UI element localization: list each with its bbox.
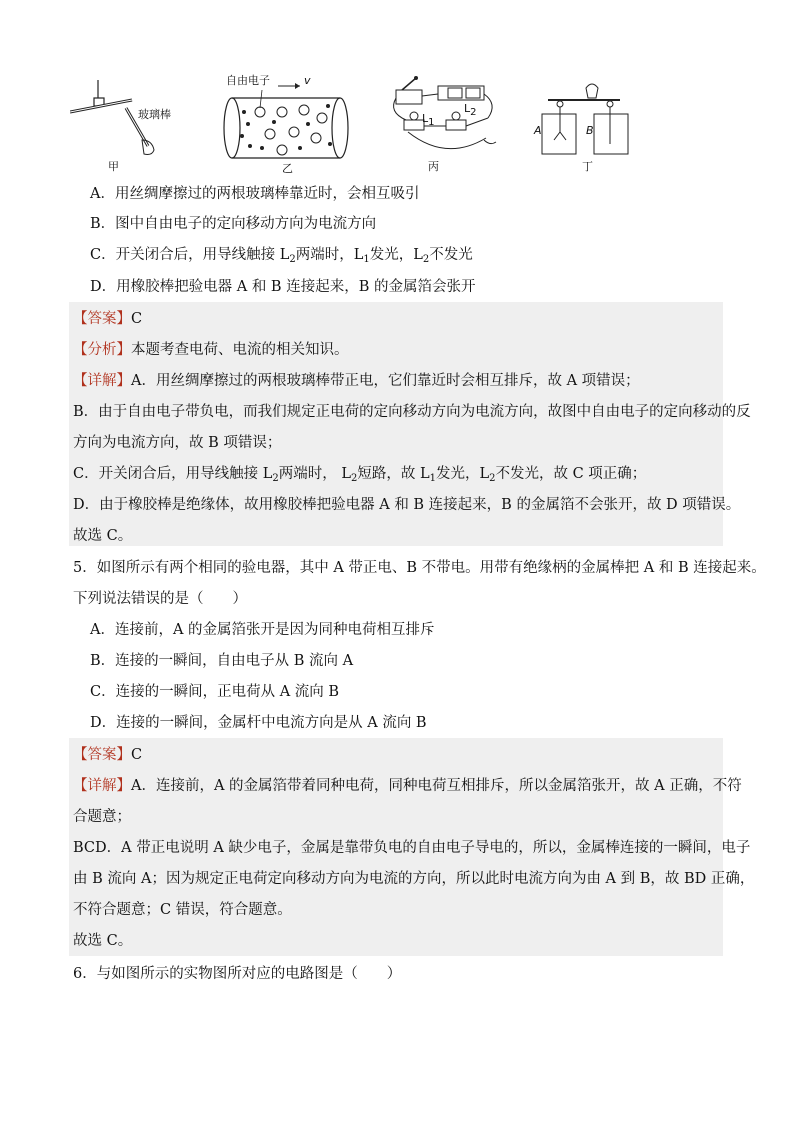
figure-yi <box>222 72 352 180</box>
q5-detail-line3: BCD．A 带正电说明 A 缺少电子，金属是靠带负电的自由电子导电的，所以，金属棒连接的一瞬间，电子 <box>73 840 751 856</box>
q5-detail-line1: 【详解】A．连接前，A 的金属箔带着同种电荷，同种电荷互相排斥，所以金属箔张开，故 A 正确，不符 <box>73 778 742 794</box>
figure-jia <box>70 78 180 178</box>
q4-detail-d: D．由于橡胶棒是绝缘体，故用橡胶棒把验电器 A 和 B 连接起来，B 的金属箔不会张开，故 D 项错误。 <box>73 497 741 513</box>
q4-option-c: C．开关闭合后，用导线触接 $L_2$两端时，$L_1$发光，$L_2$不发光 <box>90 247 473 265</box>
q4-option-b: B．图中自由电子的定向移动方向为电流方向 <box>90 216 377 232</box>
figure-jia-caption: 甲 <box>108 160 119 173</box>
q4-detail-c: C．开关闭合后，用导线触接 $L_2$两端时， $L_2$短路，故 $L_1$发光，$L_2$不发光，故 C 项正确； <box>73 466 647 484</box>
q4-answer: 【答案】C <box>73 311 143 327</box>
figure-ding-a: A <box>534 124 542 137</box>
figure-yi-velocity: v <box>304 74 311 87</box>
q4-detail-b1: B．由于自由电子带负电，而我们规定正电荷的定向移动方向为电流方向，故图中自由电子的定向移动的反 <box>73 404 751 420</box>
q4-option-d: D．用橡胶棒把验电器 A 和 B 连接起来，B 的金属箔会张开 <box>90 279 476 295</box>
q5-answer: 【答案】C <box>73 747 143 763</box>
q5-detail-line2: 合题意； <box>73 809 131 825</box>
figure-bing-caption: 丙 <box>428 160 439 173</box>
figure-ding <box>534 78 640 180</box>
glass-rods-diagram <box>70 78 180 178</box>
q5-option-b: B．连接的一瞬间，自由电子从 B 流向 A <box>90 653 354 669</box>
q4-conclusion: 故选 C。 <box>73 528 133 544</box>
q5-option-d: D．连接的一瞬间，金属杆中电流方向是从 A 流向 B <box>90 715 427 731</box>
q4-analysis: 【分析】本题考查电荷、电流的相关知识。 <box>73 342 349 358</box>
q5-stem-line1: 5．如图所示有两个相同的验电器，其中 A 带正电、B 不带电。用带有绝缘柄的金属棒把 A 和 B 连接起来。 <box>73 560 766 576</box>
figure-ding-b: B <box>586 124 594 137</box>
q4-detail-b2: 方向为电流方向，故 B 项错误； <box>73 435 282 451</box>
q5-conclusion: 故选 C。 <box>73 933 133 949</box>
q5-stem-line2: 下列说法错误的是（ ） <box>73 591 247 607</box>
figure-bing <box>388 76 500 180</box>
figure-yi-label: 自由电子 <box>226 74 270 87</box>
figure-jia-label: 玻璃棒 <box>138 108 171 121</box>
q5-option-c: C．连接的一瞬间，正电荷从 A 流向 B <box>90 684 340 700</box>
q5-detail-line5: 不符合题意；C 错误，符合题意。 <box>73 902 292 918</box>
figure-bing-l2: L2 <box>464 102 477 118</box>
q5-detail-line4: 由 B 流向 A；因为规定正电荷定向移动方向为电流的方向，所以此时电流方向为由 A 到 B，故 BD 正确， <box>73 871 755 887</box>
q5-option-a: A．连接前，A 的金属箔张开是因为同种电荷相互排斥 <box>90 622 435 638</box>
figure-ding-caption: 丁 <box>582 160 593 173</box>
q4-option-a: A．用丝绸摩擦过的两根玻璃棒靠近时，会相互吸引 <box>90 186 420 202</box>
q4-detail-a: 【详解】A．用丝绸摩擦过的两根玻璃棒带正电，它们靠近时会相互排斥，故 A 项错误； <box>73 373 640 389</box>
circuit-lamps-diagram <box>388 76 500 180</box>
figure-yi-caption: 乙 <box>282 162 293 175</box>
figure-bing-l1: L1 <box>422 112 435 128</box>
q6-stem: 6．与如图所示的实物图所对应的电路图是（ ） <box>73 966 402 982</box>
